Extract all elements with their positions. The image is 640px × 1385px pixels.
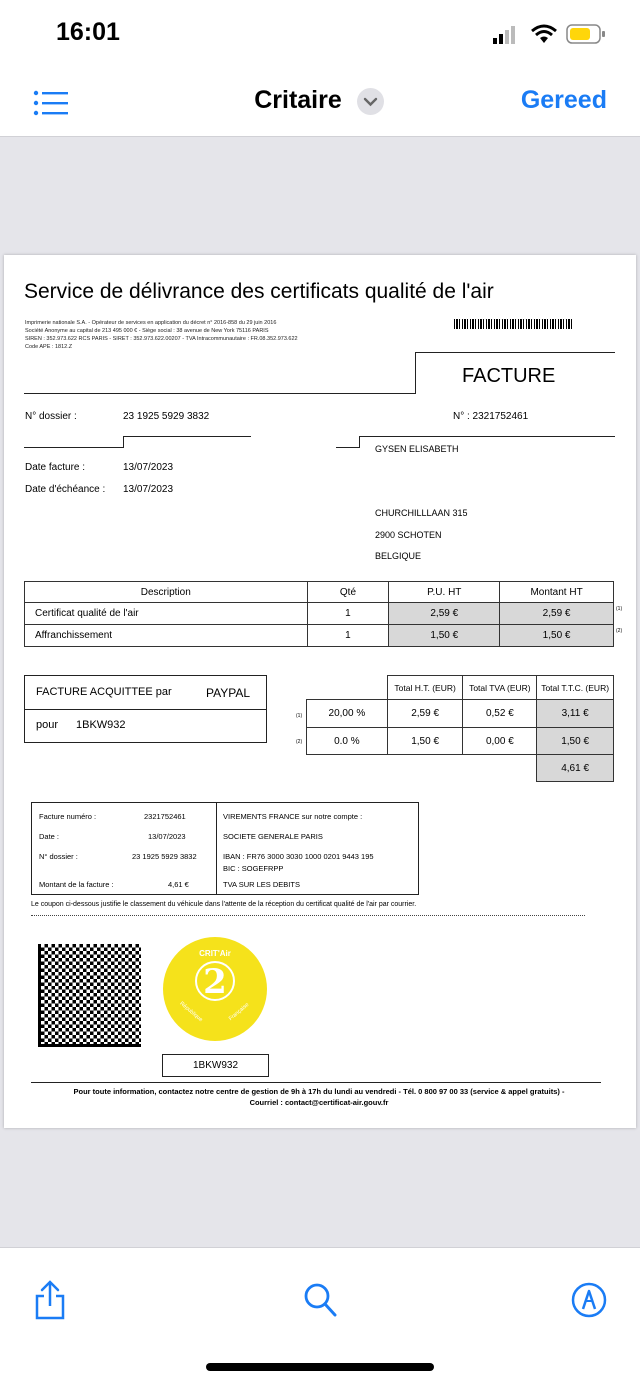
search-icon[interactable] bbox=[303, 1282, 337, 1318]
address-name: GYSEN ELISABETH bbox=[375, 444, 459, 454]
table-row bbox=[25, 625, 614, 647]
signal-icon bbox=[493, 26, 519, 44]
critair-sticker bbox=[163, 937, 267, 1041]
address-street: CHURCHILLLAAN 315 bbox=[375, 508, 468, 518]
table-row bbox=[25, 603, 614, 625]
coupon-value: 2321752461 bbox=[144, 812, 186, 821]
totals-header-tva: Total TVA (EUR) bbox=[463, 676, 537, 700]
invoice-number: N° : 2321752461 bbox=[453, 411, 529, 422]
paid-for-label: pour bbox=[36, 719, 59, 731]
divider bbox=[25, 709, 266, 710]
dossier-value: 23 1925 5929 3832 bbox=[123, 411, 210, 422]
item-ref: (1) bbox=[616, 606, 623, 612]
document-page bbox=[4, 255, 636, 1128]
coupon-label: Montant de la facture : bbox=[39, 880, 114, 889]
chevron-down-icon[interactable] bbox=[357, 88, 384, 115]
date-echeance-label: Date d'échéance : bbox=[25, 484, 106, 495]
sticker-left-text: République bbox=[178, 1000, 204, 1024]
address-country: BELGIQUE bbox=[375, 551, 422, 561]
company-info: Imprimerie nationale S.A. - Opérateur de services en application du décret n° 2016-858 du 29 juin 2016 Société Anonyme au capital de 213 495 000 € - Siège social : 38 avenue de New York 75116 PARIS SIREN : 352.973.622 RCS PARIS - SIRET : 352.973.622.00207 - TVA Intracommunautaire : FR.08.352.973.622 Code APE : 1812.Z bbox=[25, 320, 298, 350]
totals-header-ht: Total H.T. (EUR) bbox=[387, 676, 463, 700]
items-header-qty: Qté bbox=[307, 582, 389, 603]
item-mt: 1,50 € bbox=[500, 625, 614, 647]
table-row bbox=[307, 700, 614, 728]
totals-tva: 0,52 € bbox=[463, 700, 537, 728]
items-header-desc: Description bbox=[25, 582, 308, 603]
sticker-right-text: Française bbox=[227, 1001, 251, 1023]
facture-label: FACTURE bbox=[462, 365, 556, 387]
coupon-label: Date : bbox=[39, 832, 60, 841]
coupon-note: Le coupon ci-dessous justifie le classement du véhicule dans l'attente de la réception du certificat qualité de l'air par courrier. bbox=[31, 901, 417, 908]
address-city: 2900 SCHOTEN bbox=[375, 530, 442, 540]
coupon-label: Facture numéro : bbox=[39, 812, 97, 821]
document-title: Service de délivrance des certificats qualité de l'air bbox=[24, 280, 494, 303]
coupon-bank-line: IBAN : FR76 3000 3030 1000 0201 9443 195 bbox=[223, 852, 374, 861]
totals-table bbox=[306, 675, 614, 782]
divider bbox=[359, 436, 360, 447]
totals-rate: 0.0 % bbox=[307, 728, 388, 755]
nav-title-text: Critaire bbox=[254, 86, 342, 114]
items-header-mt: Montant HT bbox=[500, 582, 614, 603]
divider bbox=[123, 436, 124, 447]
coupon-bank-line: SOCIETE GENERALE PARIS bbox=[223, 832, 323, 841]
datamatrix-code bbox=[38, 944, 141, 1047]
wifi-icon bbox=[531, 24, 557, 44]
paid-method: PAYPAL bbox=[206, 686, 251, 700]
totals-rate: 20,00 % bbox=[307, 700, 388, 728]
coupon-bank-line: TVA SUR LES DEBITS bbox=[223, 880, 300, 889]
divider bbox=[415, 352, 615, 353]
item-ref: (2) bbox=[616, 628, 623, 634]
divider bbox=[24, 393, 416, 394]
totals-ttc: 1,50 € bbox=[537, 728, 614, 755]
coupon-bank-line: BIC : SOGEFRPP bbox=[223, 864, 284, 873]
sticker-top-text: CRIT'Air bbox=[199, 949, 231, 958]
item-qty: 1 bbox=[307, 603, 389, 625]
footer-line-2: Courriel : contact@certificat-air.gouv.fr bbox=[249, 1098, 389, 1107]
items-header-pu: P.U. HT bbox=[389, 582, 500, 603]
paid-label: FACTURE ACQUITTEE par bbox=[36, 686, 172, 698]
coupon-label: N° dossier : bbox=[39, 852, 78, 861]
coupon-value: 23 1925 5929 3832 bbox=[132, 852, 197, 861]
divider bbox=[216, 803, 217, 894]
status-time: 16:01 bbox=[56, 18, 120, 46]
divider bbox=[415, 352, 416, 393]
dotted-divider bbox=[31, 915, 585, 916]
totals-ht: 1,50 € bbox=[387, 728, 463, 755]
top-bar bbox=[0, 0, 640, 137]
divider bbox=[359, 436, 615, 437]
coupon-value: 4,61 € bbox=[168, 880, 189, 889]
dossier-label: N° dossier : bbox=[25, 411, 77, 422]
paid-for-value: 1BKW932 bbox=[76, 719, 126, 731]
items-table bbox=[24, 581, 614, 647]
home-indicator[interactable] bbox=[206, 1363, 434, 1371]
share-icon[interactable] bbox=[33, 1280, 67, 1320]
totals-header-ttc: Total T.T.C. (EUR) bbox=[537, 676, 614, 700]
coupon-value: 13/07/2023 bbox=[148, 832, 186, 841]
divider bbox=[123, 436, 251, 437]
item-pu: 1,50 € bbox=[389, 625, 500, 647]
date-echeance-value: 13/07/2023 bbox=[123, 484, 174, 495]
divider bbox=[336, 447, 360, 448]
totals-ref: (2) bbox=[296, 739, 303, 745]
item-mt: 2,59 € bbox=[500, 603, 614, 625]
date-facture-value: 13/07/2023 bbox=[123, 462, 174, 473]
item-desc: Certificat qualité de l'air bbox=[25, 603, 308, 625]
grand-total: 4,61 € bbox=[537, 755, 614, 782]
barcode bbox=[454, 319, 574, 329]
footer-line-1: Pour toute information, contactez notre centre de gestion de 9h à 17h du lundi au vendredi - Tél. 0 800 97 00 33 (service & appel gratuits) - bbox=[73, 1087, 565, 1096]
plate-box: 1BKW932 bbox=[162, 1054, 269, 1077]
totals-tva: 0,00 € bbox=[463, 728, 537, 755]
totals-ht: 2,59 € bbox=[387, 700, 463, 728]
battery-icon bbox=[566, 24, 606, 44]
divider bbox=[31, 1082, 601, 1083]
done-button[interactable]: Gereed bbox=[520, 86, 607, 114]
coupon-bank-line: VIREMENTS FRANCE sur notre compte : bbox=[223, 812, 363, 821]
divider bbox=[24, 447, 124, 448]
markup-icon[interactable] bbox=[571, 1282, 607, 1318]
item-desc: Affranchissement bbox=[25, 625, 308, 647]
item-qty: 1 bbox=[307, 625, 389, 647]
coupon-box bbox=[31, 802, 419, 895]
totals-ref: (1) bbox=[296, 713, 303, 719]
footer-info bbox=[24, 1086, 614, 1108]
totals-ttc: 3,11 € bbox=[537, 700, 614, 728]
sticker-number: 2 bbox=[195, 961, 235, 1001]
paid-box bbox=[24, 675, 267, 743]
table-row bbox=[307, 728, 614, 755]
date-facture-label: Date facture : bbox=[25, 462, 86, 473]
item-pu: 2,59 € bbox=[389, 603, 500, 625]
